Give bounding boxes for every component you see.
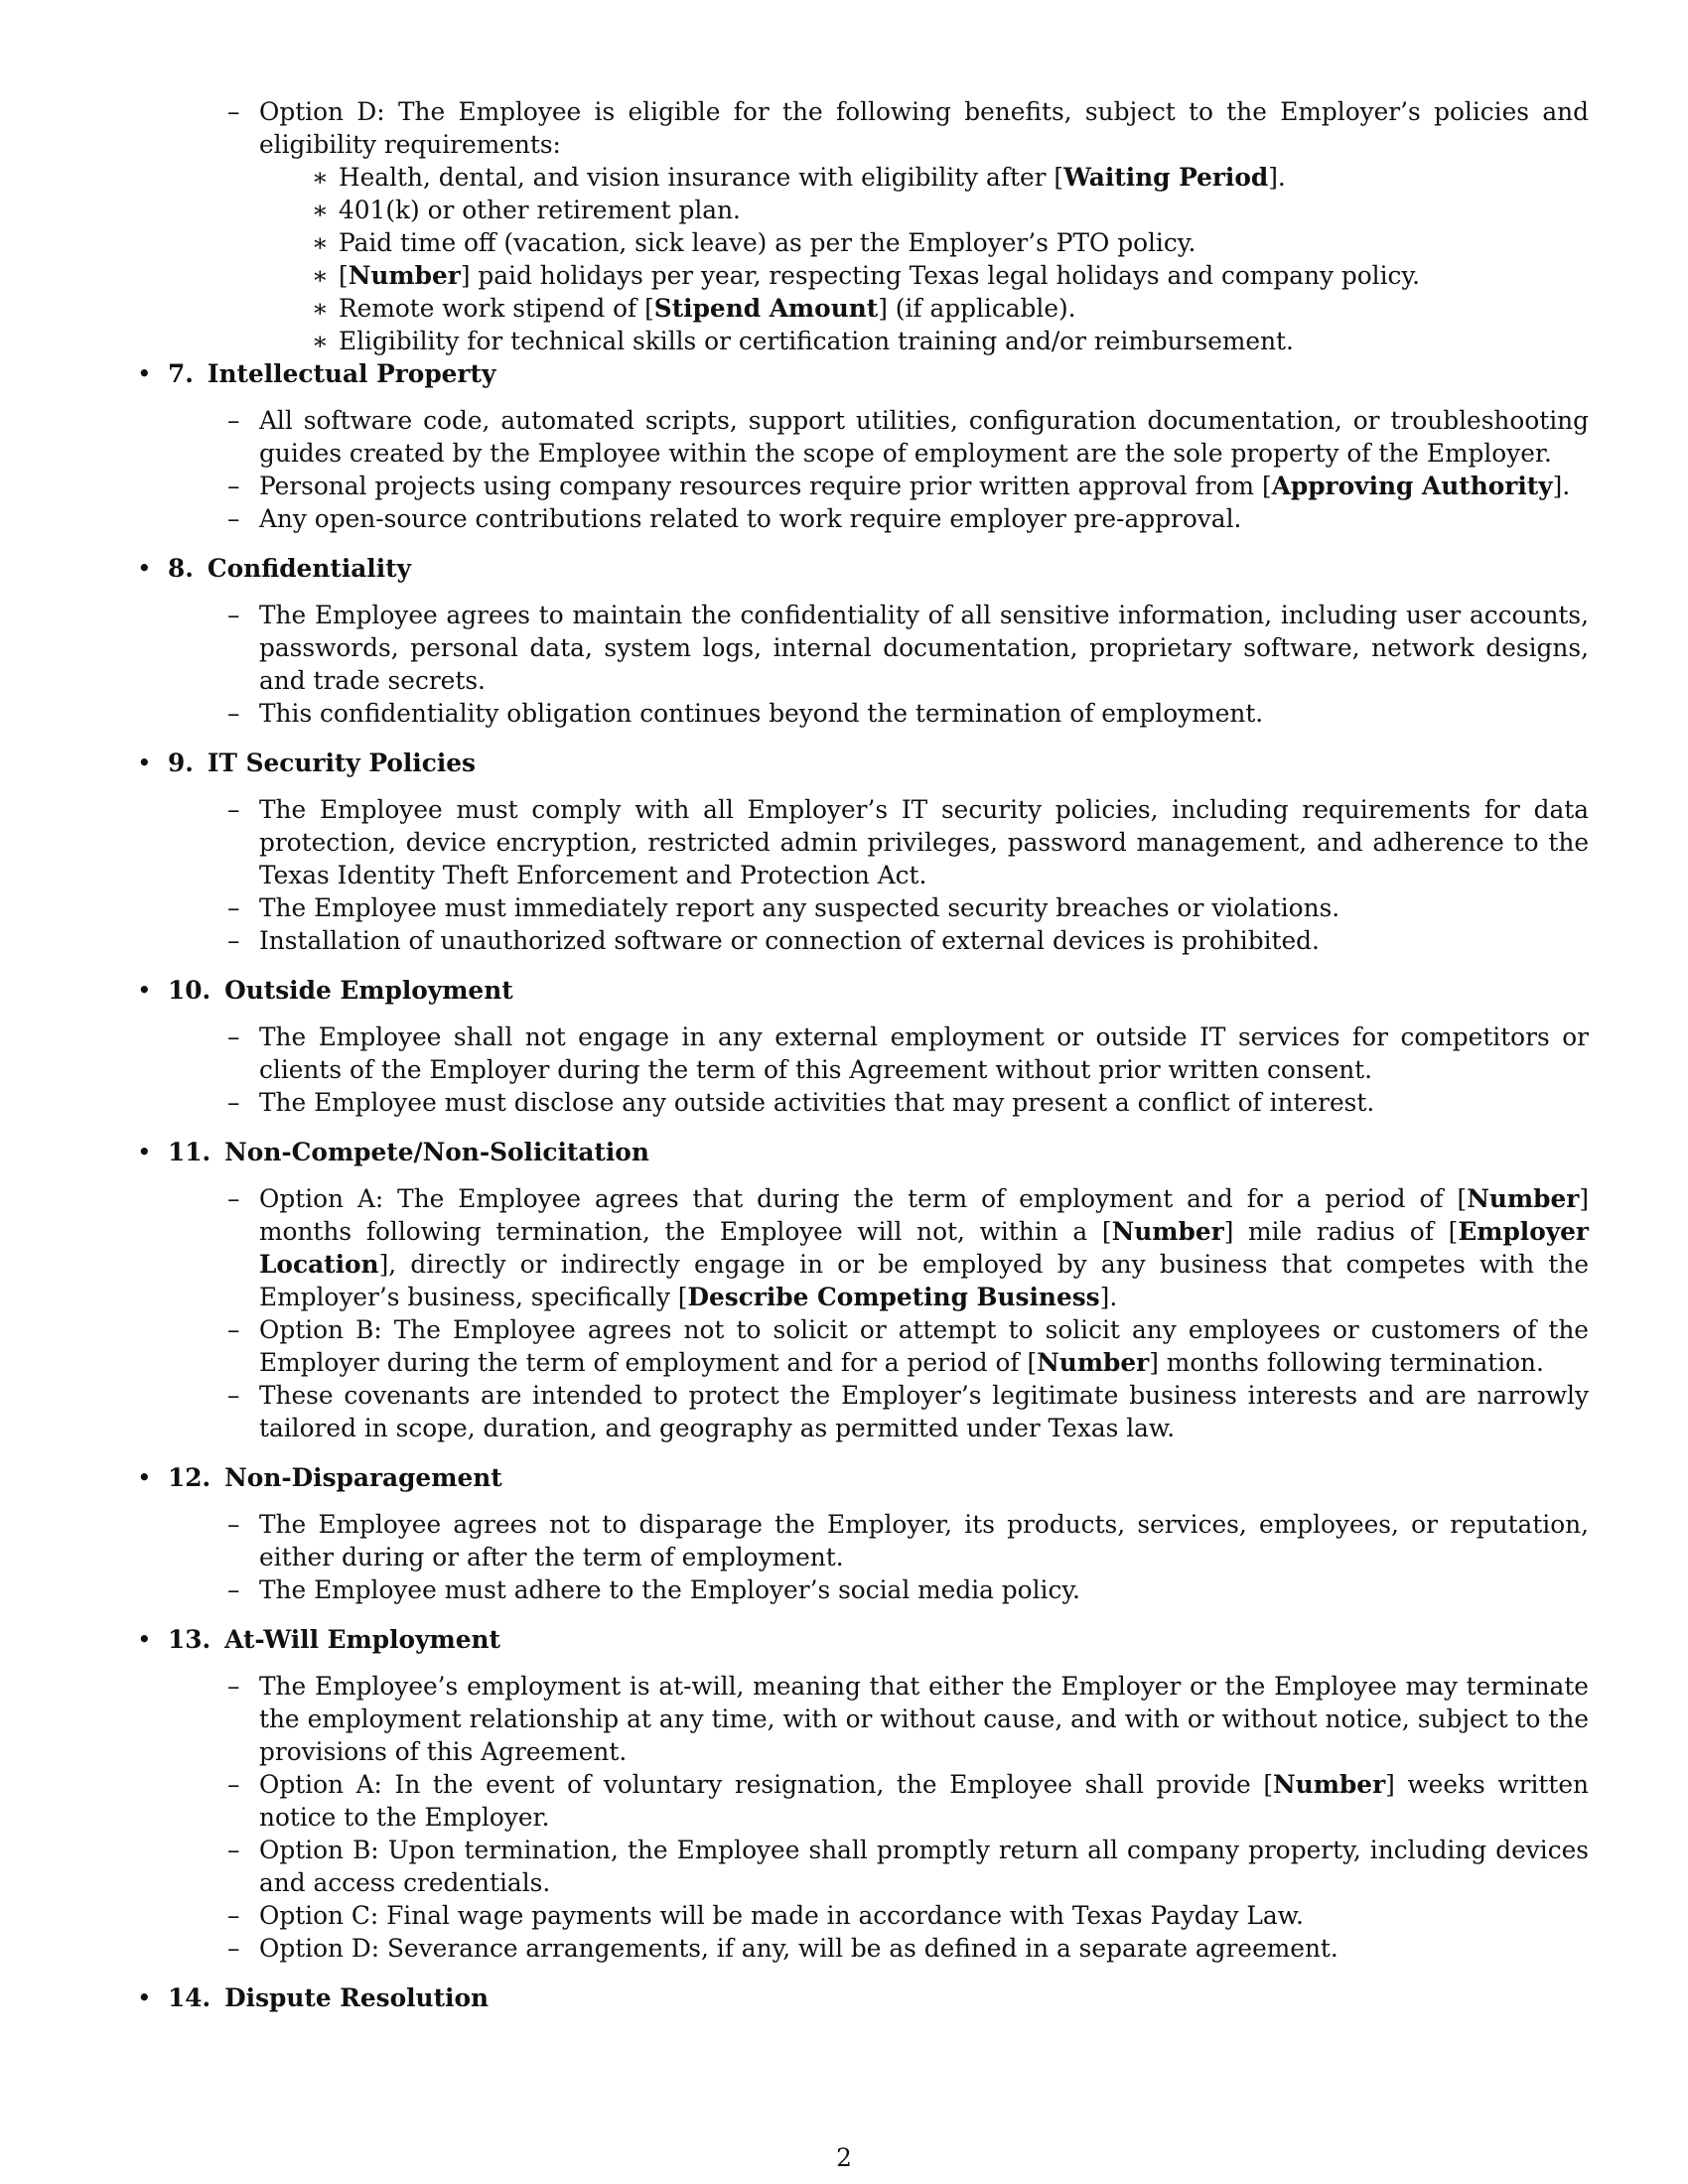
list-item: – The Employee agrees not to disparage the Employer, its products, services, employees, or reputation, either during or after the term of employment. bbox=[227, 1508, 1589, 1573]
section-items bbox=[227, 599, 1589, 730]
text-span: [ bbox=[339, 261, 349, 290]
list-item bbox=[312, 292, 1589, 325]
section-non-disparagement bbox=[129, 1461, 1589, 1606]
document-body bbox=[129, 95, 1589, 2014]
section-title: Non-Disparagement bbox=[224, 1463, 502, 1492]
placeholder-field: Waiting Period bbox=[1063, 163, 1269, 192]
section-number: 7. bbox=[168, 359, 194, 388]
text-span: ] months following termination. bbox=[1149, 1348, 1544, 1377]
section-dispute-resolution bbox=[129, 1981, 1589, 2014]
list-item: – Option B: Upon termination, the Employee shall promptly return all company property, including devices and access credentials. bbox=[227, 1834, 1589, 1899]
list-item bbox=[312, 226, 1589, 259]
list-item: – The Employee agrees to maintain the confidentiality of all sensitive information, including user accounts, passwords, personal data, system logs, internal documentation, proprietary software, network designs, and trade secrets. bbox=[227, 599, 1589, 697]
placeholder-field: Number bbox=[1111, 1217, 1224, 1246]
text-span: ] mile radius of [ bbox=[1223, 1217, 1459, 1246]
list-item bbox=[312, 259, 1589, 292]
section-at-will-employment bbox=[129, 1623, 1589, 1965]
section-heading bbox=[129, 1136, 1589, 1168]
section-number: 8. bbox=[168, 554, 194, 583]
text-span: ], directly or indirectly engage in or be employed by any business that competes with the Employer’s business, specifically [ bbox=[259, 1250, 1589, 1311]
list-item bbox=[312, 325, 1589, 357]
placeholder-field: Stipend Amount bbox=[653, 294, 879, 323]
text-span: Option A: In the event of voluntary resignation, the Employee shall provide [ bbox=[259, 1770, 1274, 1799]
list-item: – This confidentiality obligation continues beyond the termination of employment. bbox=[227, 697, 1589, 730]
section-number: 14. bbox=[168, 1983, 211, 2012]
section-heading bbox=[129, 974, 1589, 1007]
placeholder-field: Approving Authority bbox=[1271, 472, 1553, 500]
section-outside-employment bbox=[129, 974, 1589, 1119]
section-items bbox=[227, 404, 1589, 535]
section-title: Non-Compete/Non-Solicitation bbox=[224, 1138, 649, 1166]
list-item bbox=[227, 470, 1589, 502]
text-span: ] (if applicable). bbox=[878, 294, 1076, 323]
text-span: ]. bbox=[1552, 472, 1571, 500]
text-span: Option B: The Employee agrees not to solicit or attempt to solicit any employees or customers of the Employer during the term of employment and for a period of [ bbox=[259, 1315, 1589, 1377]
list-item bbox=[227, 1313, 1589, 1379]
section-title: IT Security Policies bbox=[207, 749, 476, 777]
text-span: ] paid holidays per year, respecting Texas legal holidays and company policy. bbox=[460, 261, 1420, 290]
text-span: Option A: The Employee agrees that during the term of employment and for a period of [ bbox=[259, 1184, 1468, 1213]
text-span: Health, dental, and vision insurance with eligibility after [ bbox=[339, 163, 1064, 192]
placeholder-field: Number bbox=[348, 261, 461, 290]
list-item: – Any open-source contributions related to work require employer pre-approval. bbox=[227, 502, 1589, 535]
list-item: – These covenants are intended to protect the Employer’s legitimate business interests and are narrowly tailored in scope, duration, and geography as permitted under Texas law. bbox=[227, 1379, 1589, 1444]
section-number: 12. bbox=[168, 1463, 211, 1492]
list-item: – The Employee must comply with all Employer’s IT security policies, including requirements for data protection, device encryption, restricted admin privileges, password management, and adherence to the Texas Identity Theft Enforcement and Protection Act. bbox=[227, 793, 1589, 891]
section-it-security-policies bbox=[129, 747, 1589, 957]
section-items bbox=[227, 1508, 1589, 1606]
list-item bbox=[227, 95, 1589, 357]
list-item: – Installation of unauthorized software or connection of external devices is prohibited. bbox=[227, 924, 1589, 957]
list-item: – The Employee’s employment is at-will, meaning that either the Employer or the Employee may terminate the employment relationship at any time, with or without cause, and with or without notice, subject to the provisions of this Agreement. bbox=[227, 1670, 1589, 1768]
placeholder-field: Describe Competing Business bbox=[687, 1283, 1100, 1311]
section-title: At-Will Employment bbox=[224, 1625, 500, 1654]
text-span: Paid time off (vacation, sick leave) as per the Employer’s PTO policy. bbox=[339, 228, 1196, 257]
section-heading bbox=[129, 1981, 1589, 2014]
section-heading bbox=[129, 357, 1589, 390]
text-span: ]. bbox=[1099, 1283, 1118, 1311]
benefits-continuation bbox=[227, 95, 1589, 357]
list-item: – All software code, automated scripts, support utilities, configuration documentation, or troubleshooting guides created by the Employee within the scope of employment are the sole property of the Employer. bbox=[227, 404, 1589, 470]
section-items bbox=[227, 1670, 1589, 1965]
section-intellectual-property bbox=[129, 357, 1589, 535]
list-item bbox=[312, 161, 1589, 194]
list-item bbox=[312, 194, 1589, 226]
text-span: ]. bbox=[1268, 163, 1286, 192]
section-title: Outside Employment bbox=[224, 976, 513, 1005]
section-title: Dispute Resolution bbox=[224, 1983, 490, 2012]
text-span: Eligibility for technical skills or certification training and/or reimbursement. bbox=[339, 327, 1294, 355]
section-items bbox=[227, 793, 1589, 957]
section-confidentiality bbox=[129, 552, 1589, 730]
placeholder-field: Employer Location bbox=[259, 1217, 1589, 1279]
placeholder-field: Number bbox=[1037, 1348, 1150, 1377]
section-number: 9. bbox=[168, 749, 194, 777]
page-number: 2 bbox=[836, 2143, 852, 2172]
section-title: Confidentiality bbox=[207, 554, 412, 583]
list-item: – Option D: Severance arrangements, if any, will be as defined in a separate agreement. bbox=[227, 1932, 1589, 1965]
text-span: Remote work stipend of [ bbox=[339, 294, 654, 323]
section-title: Intellectual Property bbox=[207, 359, 496, 388]
list-item bbox=[227, 1182, 1589, 1313]
section-heading bbox=[129, 552, 1589, 585]
list-item bbox=[227, 1768, 1589, 1834]
section-heading bbox=[129, 747, 1589, 779]
text-span: Personal projects using company resources require prior written approval from [ bbox=[259, 472, 1272, 500]
placeholder-field: Number bbox=[1467, 1184, 1580, 1213]
text-span: ] months following termination, the Employee will not, within a [ bbox=[259, 1184, 1589, 1246]
section-heading bbox=[129, 1461, 1589, 1494]
placeholder-field: Number bbox=[1273, 1770, 1386, 1799]
list-item: – The Employee shall not engage in any external employment or outside IT services for competitors or clients of the Employer during the term of this Agreement without prior written consent. bbox=[227, 1021, 1589, 1086]
section-heading bbox=[129, 1623, 1589, 1656]
list-item: – The Employee must immediately report any suspected security breaches or violations. bbox=[227, 891, 1589, 924]
section-non-compete bbox=[129, 1136, 1589, 1444]
section-items bbox=[227, 1182, 1589, 1444]
list-item: – Option C: Final wage payments will be made in accordance with Texas Payday Law. bbox=[227, 1899, 1589, 1932]
text-span: 401(k) or other retirement plan. bbox=[339, 196, 741, 224]
list-item: – The Employee must disclose any outside activities that may present a conflict of interest. bbox=[227, 1086, 1589, 1119]
section-number: 13. bbox=[168, 1625, 211, 1654]
section-items bbox=[227, 1021, 1589, 1119]
benefits-option-d-text: Option D: The Employee is eligible for the following benefits, subject to the Employer’s policies and eligibility requirements: bbox=[259, 97, 1589, 159]
section-number: 10. bbox=[168, 976, 211, 1005]
list-item: – The Employee must adhere to the Employer’s social media policy. bbox=[227, 1573, 1589, 1606]
section-number: 11. bbox=[168, 1138, 211, 1166]
benefits-list bbox=[312, 161, 1589, 357]
text-span: ] weeks written notice to the Employer. bbox=[259, 1770, 1589, 1832]
